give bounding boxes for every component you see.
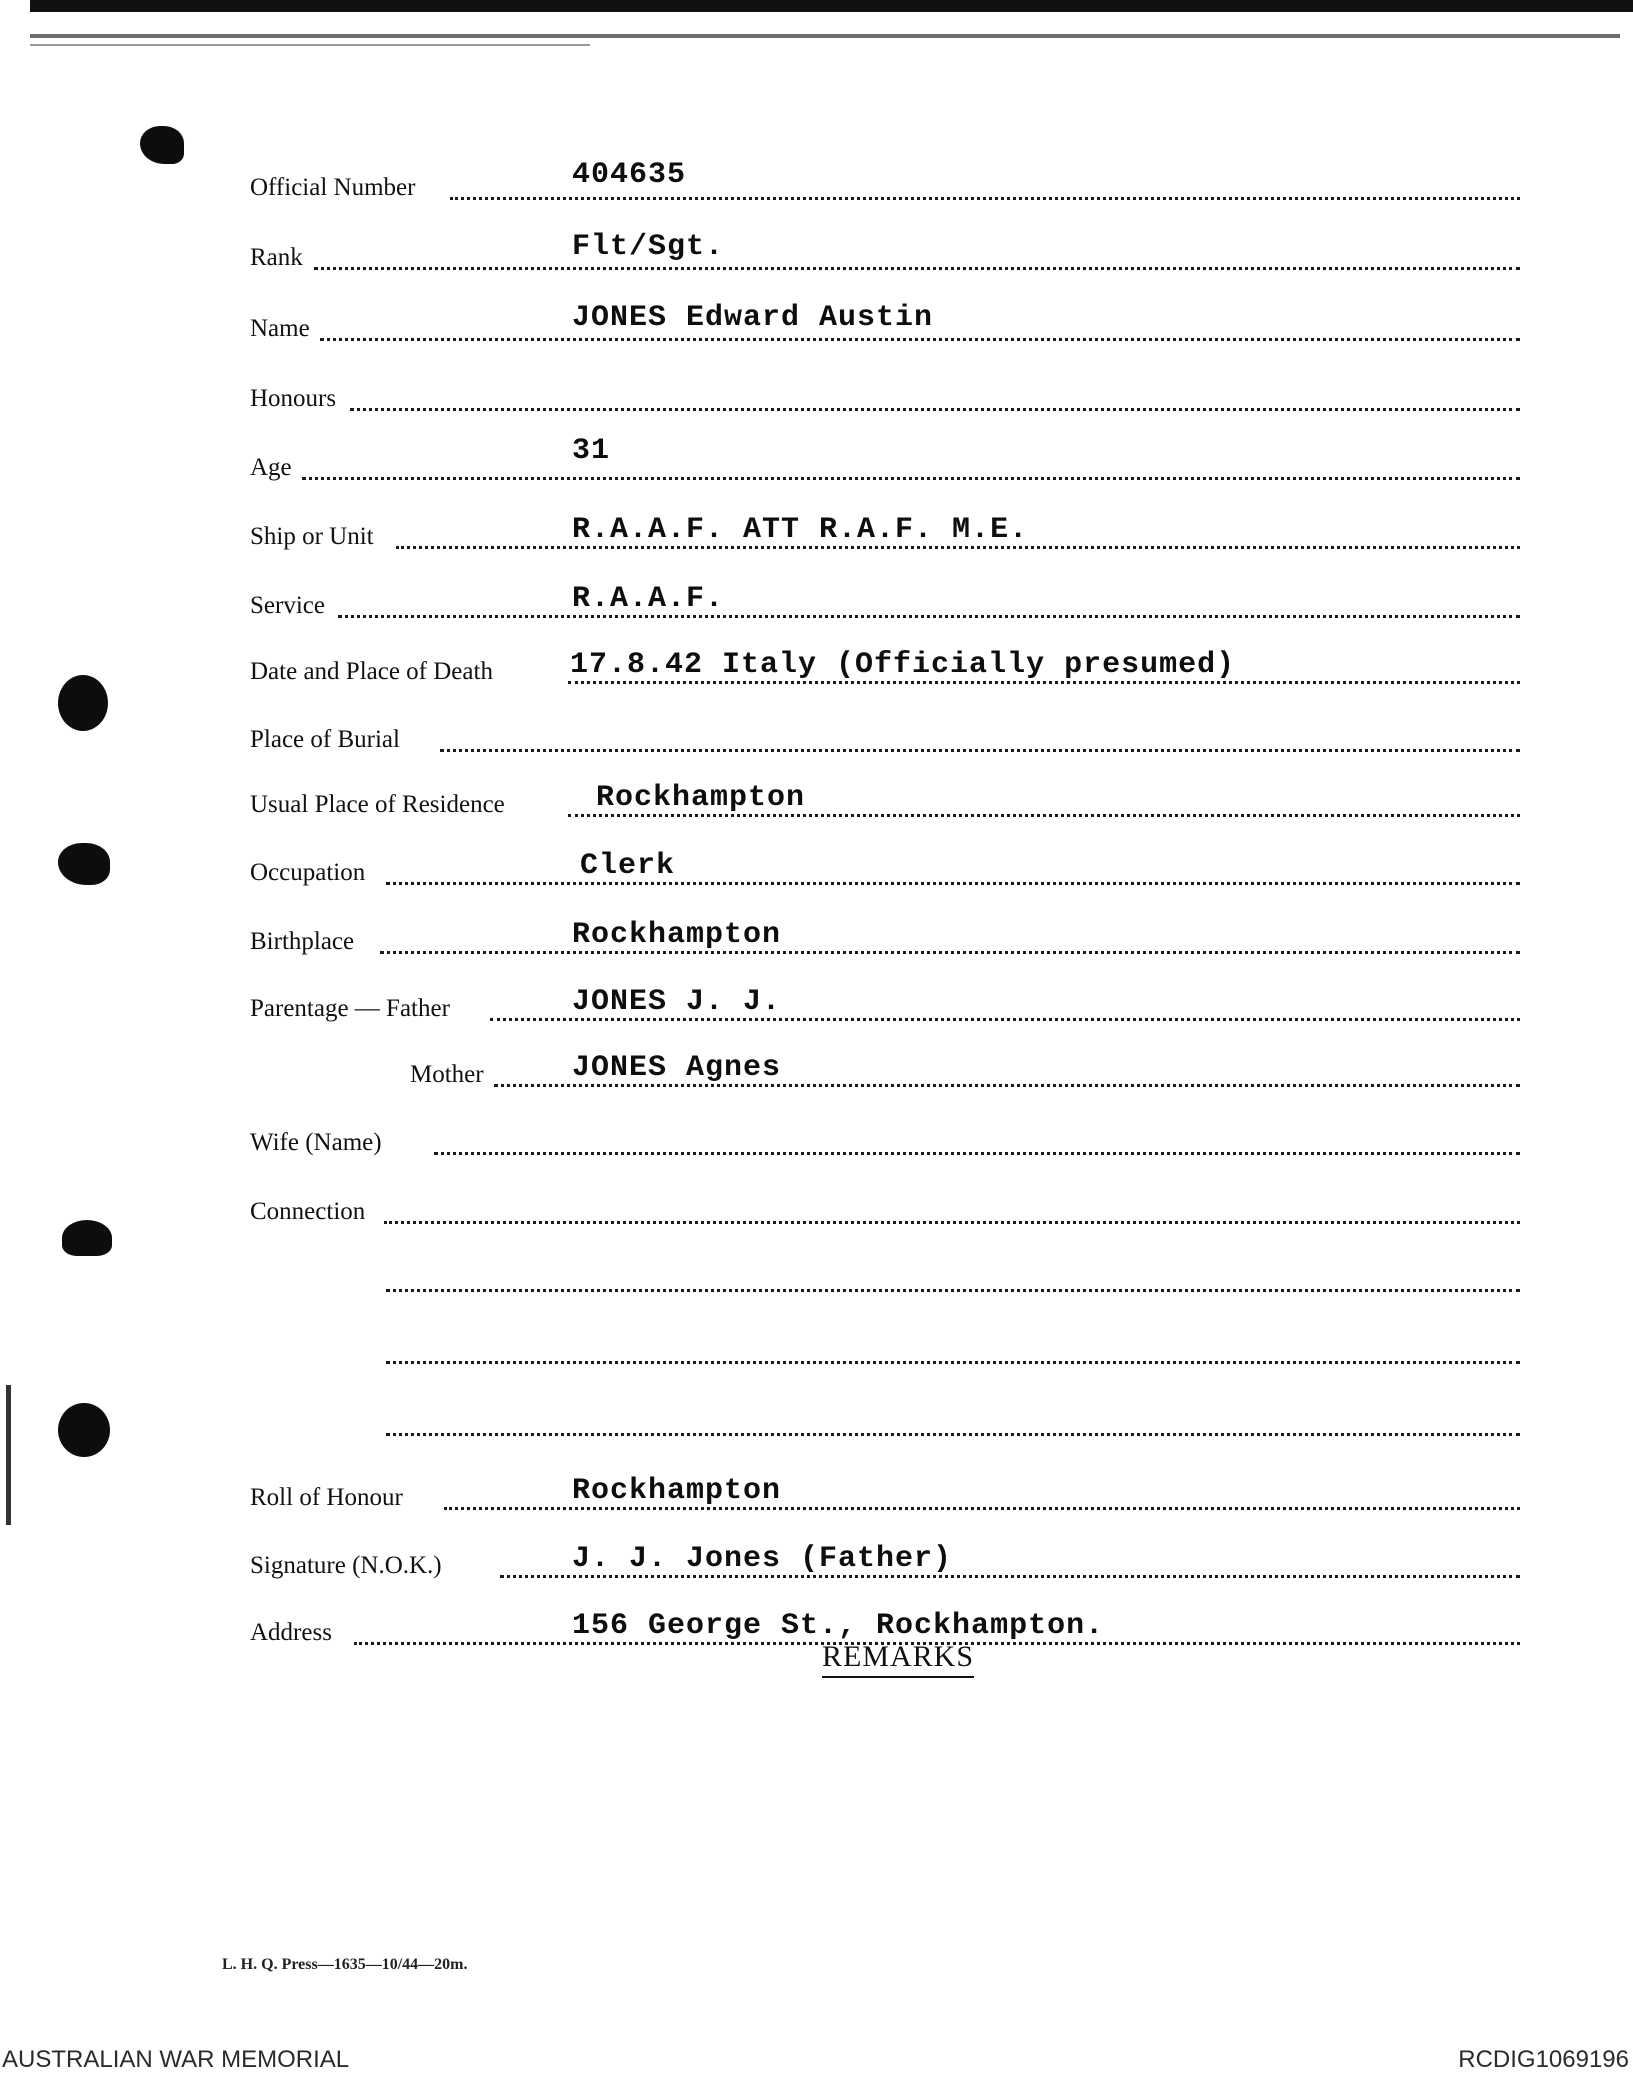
archive-footer-identifier: RCDIG1069196: [1458, 2046, 1629, 2073]
field-value: Rockhampton: [572, 918, 782, 952]
field-place-of-burial: [250, 700, 1520, 770]
dotted-leader: [302, 477, 1520, 480]
field-honours: [250, 359, 1520, 429]
field-label: Parentage — Father: [250, 995, 450, 1022]
field-label: Official Number: [250, 174, 416, 201]
dotted-leader: [440, 749, 1520, 752]
field-label: Honours: [250, 385, 337, 412]
connection-continuation-1: [250, 1240, 1520, 1310]
field-label: Signature (N.O.K.): [250, 1552, 442, 1579]
field-value: Flt/Sgt.: [572, 230, 725, 264]
field-value: Clerk: [580, 849, 676, 883]
field-name: [250, 289, 1520, 359]
punch-hole-1: [140, 126, 184, 164]
punch-hole-2: [58, 675, 108, 731]
field-connection: [250, 1172, 1520, 1242]
connection-continuation-2: [250, 1312, 1520, 1382]
field-label: Usual Place of Residence: [250, 791, 505, 818]
field-label: Wife (Name): [250, 1129, 382, 1156]
dotted-leader: [386, 1289, 1520, 1292]
field-value: R.A.A.F.: [572, 582, 725, 616]
field-father: [250, 969, 1520, 1039]
dotted-leader: [338, 615, 1520, 618]
field-usual-residence: [250, 765, 1520, 835]
field-value: Rockhampton: [596, 781, 806, 815]
dotted-leader: [434, 1152, 1520, 1155]
field-value: 17.8.42 Italy (Officially presumed): [570, 648, 1236, 682]
field-value: R.A.A.F. ATT R.A.F. M.E.: [572, 513, 1029, 547]
scan-left-mark: [6, 1385, 11, 1525]
dotted-leader: [380, 951, 1520, 954]
field-value: 404635: [572, 158, 687, 192]
field-official-number: [250, 148, 1520, 218]
field-wife: [250, 1103, 1520, 1173]
field-signature: [250, 1526, 1520, 1596]
dotted-leader: [384, 1221, 1520, 1224]
dotted-leader: [350, 408, 1520, 411]
field-label: Age: [250, 454, 292, 481]
field-occupation: [250, 833, 1520, 903]
field-label: Ship or Unit: [250, 523, 374, 550]
field-value: 31: [572, 434, 611, 468]
press-imprint: L. H. Q. Press—1635—10/44—20m.: [222, 1956, 468, 1973]
field-label: Service: [250, 592, 325, 619]
field-roll-of-honour: [250, 1458, 1520, 1528]
archive-footer-institution: AUSTRALIAN WAR MEMORIAL: [2, 2046, 350, 2073]
field-label: Occupation: [250, 859, 366, 886]
field-label: Address: [250, 1619, 332, 1646]
scan-top-corner: [0, 0, 30, 60]
field-value: J. J. Jones (Father): [572, 1542, 953, 1576]
field-rank: [250, 218, 1520, 288]
punch-hole-3: [58, 843, 110, 885]
scan-top-line-secondary: [30, 44, 590, 46]
field-label: Place of Burial: [250, 726, 400, 753]
scan-top-line: [30, 34, 1620, 38]
dotted-leader: [320, 338, 1520, 341]
field-label: Rank: [250, 244, 303, 271]
field-mother: [250, 1035, 1520, 1105]
field-birthplace: [250, 902, 1520, 972]
dotted-leader: [386, 1361, 1520, 1364]
dotted-leader: [386, 882, 1520, 885]
field-label: Mother: [410, 1061, 484, 1088]
field-label: Connection: [250, 1198, 366, 1225]
field-ship-or-unit: [250, 497, 1520, 567]
field-label: Name: [250, 315, 310, 342]
field-value: Rockhampton: [572, 1474, 782, 1508]
connection-continuation-3: [250, 1384, 1520, 1454]
field-value: JONES J. J.: [572, 985, 782, 1019]
remarks-heading: REMARKS: [822, 1640, 974, 1678]
scan-top-edge: [20, 0, 1633, 12]
field-label: Date and Place of Death: [250, 658, 493, 685]
field-label: Birthplace: [250, 928, 355, 955]
dotted-leader: [386, 1433, 1520, 1436]
field-service: [250, 566, 1520, 636]
dotted-leader: [314, 267, 1520, 270]
punch-hole-4: [62, 1220, 112, 1256]
punch-hole-5: [58, 1403, 110, 1457]
dotted-leader: [450, 197, 1520, 200]
field-value: JONES Edward Austin: [572, 301, 934, 335]
field-label: Roll of Honour: [250, 1484, 403, 1511]
field-date-place-death: [250, 632, 1520, 702]
field-value: JONES Agnes: [572, 1051, 782, 1085]
field-age: [250, 428, 1520, 498]
field-value: 156 George St., Rockhampton.: [572, 1609, 1105, 1643]
